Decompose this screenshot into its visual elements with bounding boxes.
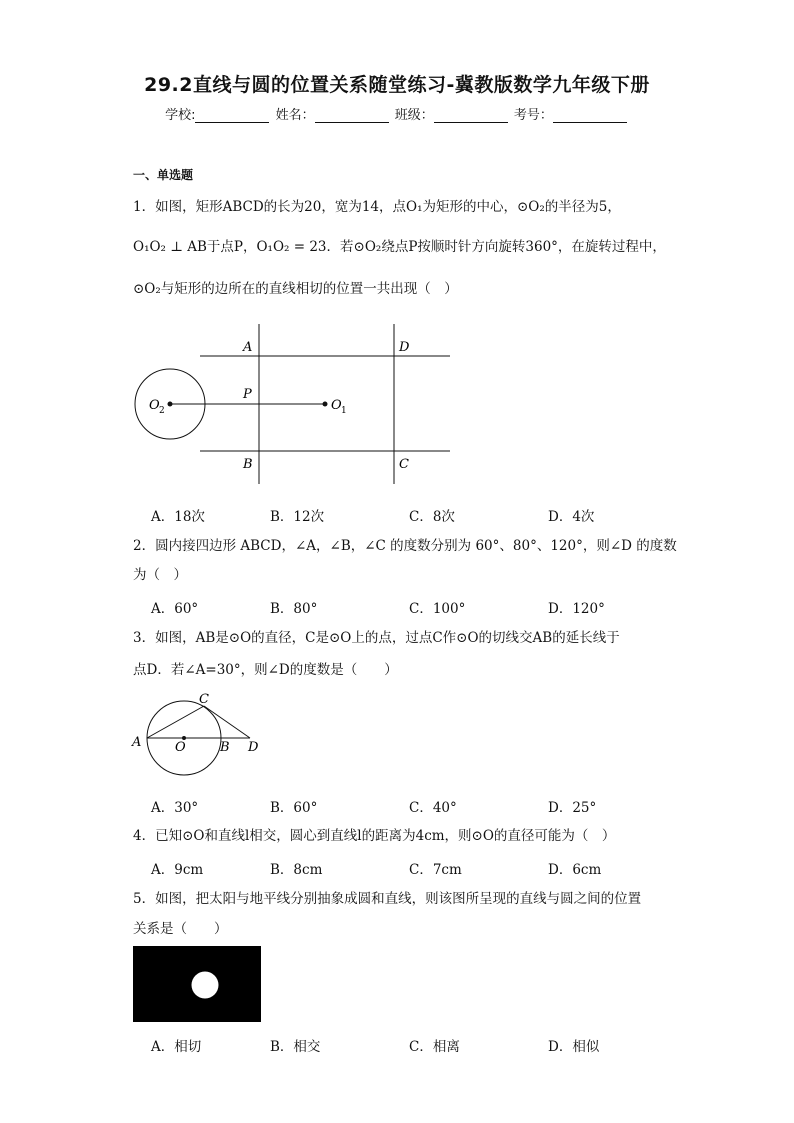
q2-option-b[interactable]: B．80° [270, 601, 318, 617]
q2-option-d[interactable]: D．120° [548, 601, 605, 617]
q5-option-a[interactable]: A．相切 [151, 1039, 202, 1055]
school-blank[interactable] [195, 108, 269, 123]
label-d: D [399, 340, 410, 355]
q1-option-a[interactable]: A．18次 [151, 509, 205, 525]
line-ac [147, 706, 204, 738]
label-o: O [175, 740, 186, 755]
label-a: A [132, 735, 142, 750]
q1-line1: 1．如图，矩形ABCD的长为20，宽为14，点O₁为矩形的中心，⊙O₂的半径为5， [133, 199, 621, 215]
q2-line1: 2．圆内接四边形 ABCD，∠A，∠B，∠C 的度数分别为 60°、80°、120°，则∠D 的度数 [133, 538, 677, 554]
q5-option-b[interactable]: B．相交 [270, 1039, 321, 1055]
q3-line2: 点D．若∠A=30°，则∠D的度数是（ ） [133, 662, 398, 678]
q3-option-c[interactable]: C．40° [409, 800, 457, 816]
exam-no-label: 考号： [513, 108, 553, 123]
section-heading: 一、单选题 [133, 168, 194, 182]
q4-option-b[interactable]: B．8cm [270, 862, 323, 878]
label-a: A [243, 340, 253, 355]
label-o2: O [149, 398, 160, 413]
q3-option-d[interactable]: D．25° [548, 800, 597, 816]
q5-line1: 5．如图，把太阳与地平线分别抽象成圆和直线，则该图所呈现的直线与圆之间的位置 [133, 891, 642, 907]
q2-line2: 为（ ） [133, 567, 187, 583]
tangent-cd [204, 706, 250, 738]
class-label: 班级： [394, 108, 434, 123]
q1-figure [128, 320, 458, 490]
student-info-line [0, 104, 794, 123]
q5-figure [133, 946, 261, 1022]
q1-line3: ⊙O₂与矩形的边所在的直线相切的位置一共出现（ ） [133, 281, 458, 297]
q1-option-c[interactable]: C．8次 [409, 509, 455, 525]
q3-figure [128, 688, 268, 783]
label-o1: O [331, 398, 342, 413]
sun-circle [192, 972, 219, 999]
label-d: D [248, 740, 259, 755]
name-blank[interactable] [315, 108, 389, 123]
point-o1 [323, 402, 328, 407]
q3-option-b[interactable]: B．60° [270, 800, 318, 816]
exam-no-blank[interactable] [553, 108, 627, 123]
q4-option-d[interactable]: D．6cm [548, 862, 602, 878]
q1-option-b[interactable]: B．12次 [270, 509, 325, 525]
q4-option-c[interactable]: C．7cm [409, 862, 462, 878]
label-c: C [199, 692, 209, 707]
label-b: B [243, 457, 253, 472]
point-o2 [168, 402, 173, 407]
page-title: 29.2直线与圆的位置关系随堂练习-冀教版数学九年级下册 [144, 74, 650, 96]
q3-option-a[interactable]: A．30° [151, 800, 199, 816]
school-label: 学校: [165, 108, 196, 123]
q5-option-d[interactable]: D．相似 [548, 1039, 600, 1055]
q4-line1: 4．已知⊙O和直线l相交，圆心到直线l的距离为4cm，则⊙O的直径可能为（ ） [133, 828, 616, 844]
q5-option-c[interactable]: C．相离 [409, 1039, 460, 1055]
class-blank[interactable] [434, 108, 508, 123]
q1-line2: O₁O₂ ⊥ AB于点P，O₁O₂ = 23．若⊙O₂绕点P按顺时针方向旋转360°，在旋转过程中， [133, 239, 666, 255]
q3-line1: 3．如图，AB是⊙O的直径，C是⊙O上的点，过点C作⊙O的切线交AB的延长线于 [133, 630, 620, 646]
label-p: P [243, 387, 252, 402]
label-o1-sub: 1 [341, 406, 347, 416]
q5-line2: 关系是（ ） [133, 921, 228, 937]
label-c: C [399, 457, 409, 472]
q1-option-d[interactable]: D．4次 [548, 509, 595, 525]
q2-option-c[interactable]: C．100° [409, 601, 466, 617]
q4-option-a[interactable]: A．9cm [151, 862, 204, 878]
label-b: B [220, 740, 230, 755]
name-label: 姓名： [275, 108, 315, 123]
label-o2-sub: 2 [159, 406, 165, 416]
q2-option-a[interactable]: A．60° [151, 601, 199, 617]
